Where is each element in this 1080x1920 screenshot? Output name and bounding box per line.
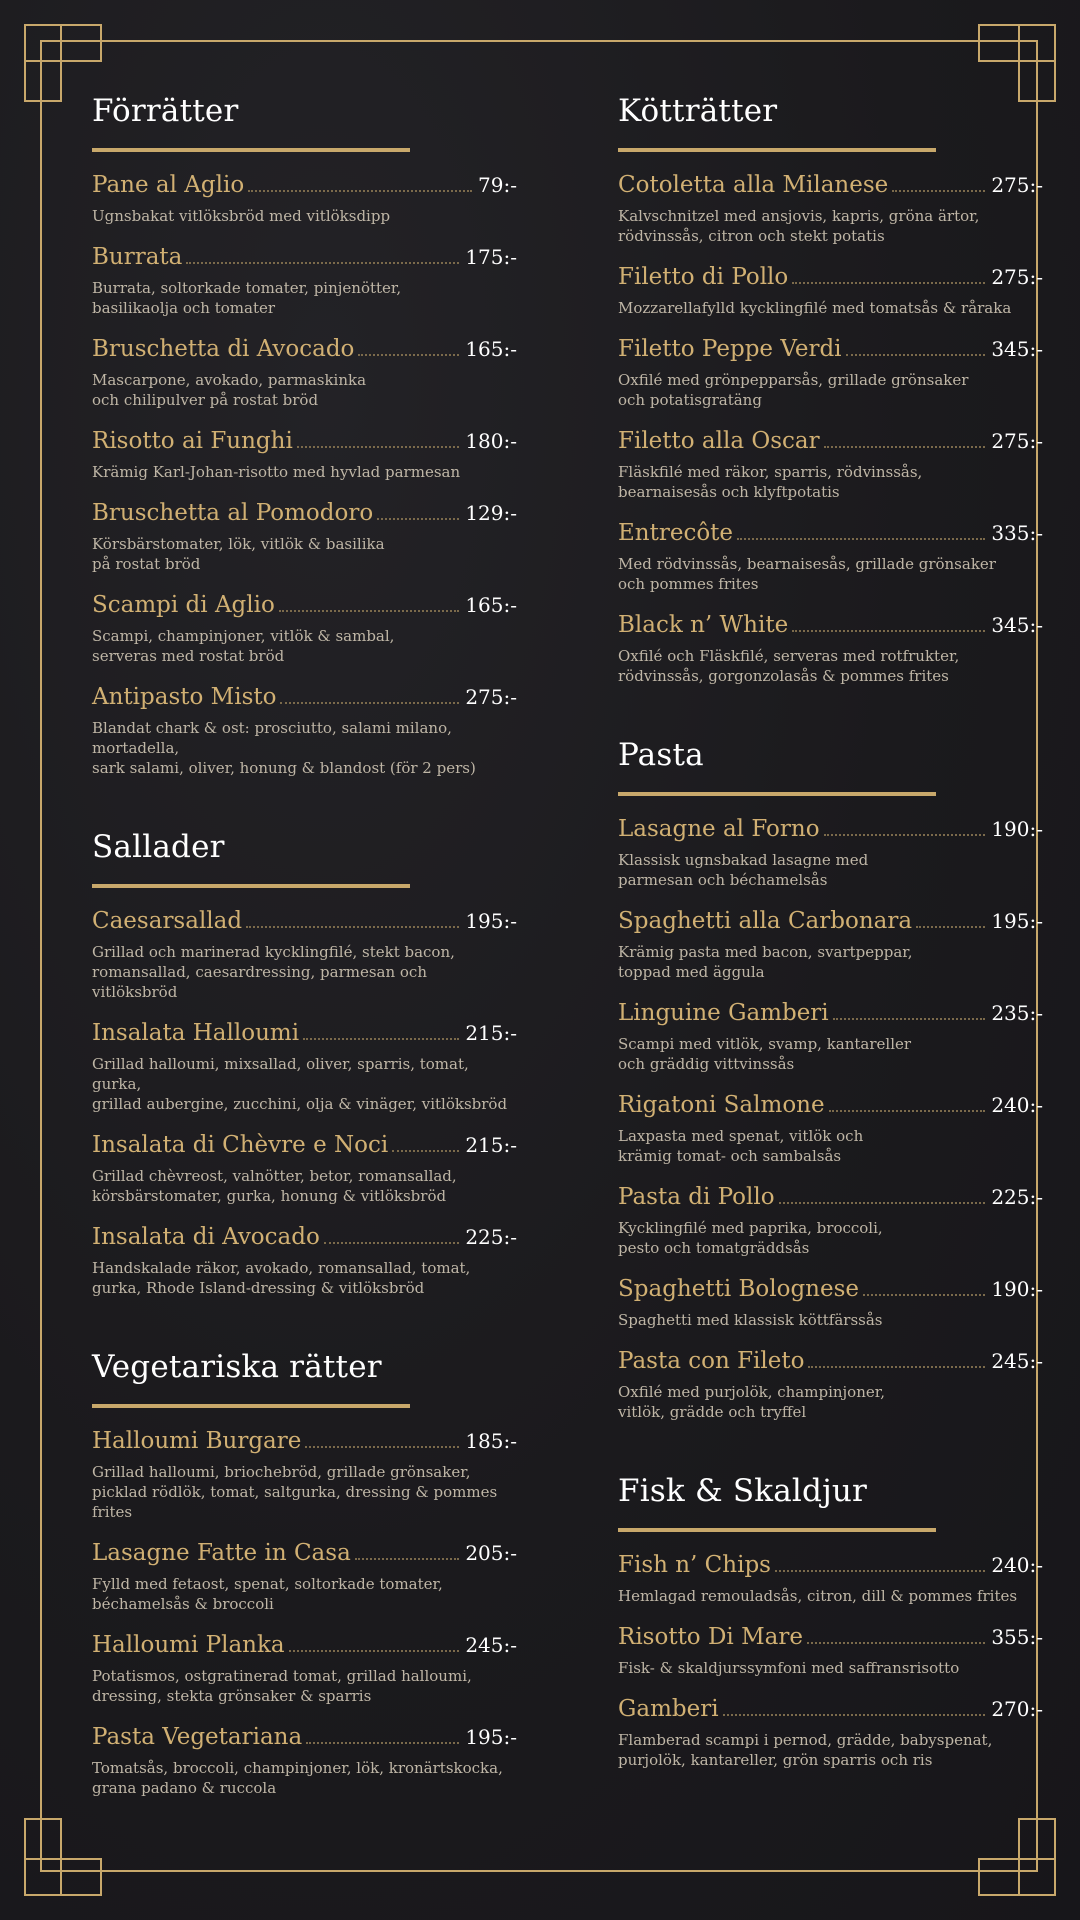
menu-item-price: 129:-	[465, 501, 517, 525]
menu-item-name: Lasagne al Forno	[618, 816, 820, 842]
dotted-leader	[824, 446, 986, 448]
menu-item-name: Spaghetti Bolognese	[618, 1276, 860, 1302]
menu-item-price: 175:-	[465, 245, 517, 269]
menu-item	[92, 425, 517, 482]
menu-item-price: 270:-	[991, 1697, 1043, 1721]
menu-item-name: Pasta Vegetariana	[92, 1724, 303, 1750]
menu-item	[618, 813, 1043, 890]
dotted-leader	[863, 1294, 985, 1296]
section-divider	[92, 148, 410, 152]
menu-item-row	[92, 1425, 517, 1457]
menu-item-description: Fisk- & skaldjurssymfoni med saffransrisotto	[618, 1659, 960, 1677]
menu-item-name: Risotto ai Funghi	[92, 428, 293, 454]
menu-item-name: Lasagne Fatte in Casa	[92, 1540, 351, 1566]
menu-item	[92, 1221, 517, 1298]
menu-item-description: Krämig Karl-Johan-risotto med hyvlad parmesan	[92, 463, 461, 481]
menu-item-name: Caesarsallad	[92, 908, 243, 934]
dotted-leader	[377, 518, 459, 520]
menu-item-price: 225:-	[465, 1225, 517, 1249]
menu-item-row	[618, 1693, 1043, 1725]
dotted-leader	[280, 702, 459, 704]
menu-item-description: Mascarpone, avokado, parmaskinka och chilipulver på rostat bröd	[92, 371, 367, 409]
menu-item-price: 79:-	[478, 173, 517, 197]
menu-item-description: Handskalade räkor, avokado, romansallad, tomat, gurka, Rhode Island-dressing & vitlöksbröd	[92, 1259, 471, 1297]
dotted-leader	[297, 446, 460, 448]
menu-item-price: 345:-	[991, 337, 1043, 361]
section-divider	[92, 884, 410, 888]
menu-item-name: Spaghetti alla Carbonara	[618, 908, 913, 934]
menu-item-row	[618, 1549, 1043, 1581]
menu-item-row	[92, 1221, 517, 1253]
dotted-leader	[279, 610, 459, 612]
menu-item-description: Ugnsbakat vitlöksbröd med vitlöksdipp	[92, 207, 391, 225]
section-divider	[618, 1528, 936, 1532]
menu-item-description: Mozzarellafylld kycklingfilé med tomatsås & råraka	[618, 299, 1012, 317]
menu-item-price: 195:-	[991, 909, 1043, 933]
dotted-leader	[248, 190, 472, 192]
menu-item-row	[92, 333, 517, 365]
menu-item-description: Fläskfilé med räkor, sparris, rödvinssås, bearnaisesås och klyftpotatis	[618, 463, 923, 501]
menu-item	[92, 1721, 517, 1798]
menu-item-name: Burrata	[92, 244, 183, 270]
menu-item-price: 245:-	[465, 1633, 517, 1657]
menu-item	[92, 333, 517, 410]
menu-item-name: Antipasto Misto	[92, 684, 277, 710]
menu-item-description: Tomatsås, broccoli, champinjoner, lök, kronärtskocka, grana padano & ruccola	[92, 1759, 503, 1797]
menu-item-name: Pasta con Fileto	[618, 1348, 805, 1374]
menu-item	[618, 169, 1043, 246]
dotted-leader	[306, 1742, 459, 1744]
dotted-leader	[737, 538, 985, 540]
menu-item-description: Oxfilé med grönpepparsås, grillade grönsaker och potatisgratäng	[618, 371, 969, 409]
menu-item-name: Scampi di Aglio	[92, 592, 275, 618]
dotted-leader	[916, 926, 985, 928]
menu-item-price: 345:-	[991, 613, 1043, 637]
menu-section-pasta	[618, 732, 1043, 1422]
menu-item-description: Fylld med fetaost, spenat, soltorkade tomater, béchamelsås & broccoli	[92, 1575, 443, 1613]
menu-item-name: Black n’ White	[618, 612, 789, 638]
menu-item-name: Halloumi Planka	[92, 1632, 285, 1658]
dotted-leader	[779, 1202, 986, 1204]
menu-item-name: Filetto di Pollo	[618, 264, 789, 290]
dotted-leader	[355, 1558, 460, 1560]
menu-item	[618, 1621, 1043, 1678]
menu-item	[618, 261, 1043, 318]
dotted-leader	[775, 1570, 985, 1572]
menu-item-row	[92, 905, 517, 937]
menu-item	[618, 609, 1043, 686]
dotted-leader	[392, 1150, 459, 1152]
menu-item-description: Kycklingfilé med paprika, broccoli, pesto och tomatgräddsås	[618, 1219, 883, 1257]
menu-item-description: Scampi, champinjoner, vitlök & sambal, serveras med rostat bröd	[92, 627, 395, 665]
menu-item	[92, 1425, 517, 1522]
menu-item-price: 165:-	[465, 593, 517, 617]
menu-item-row	[618, 333, 1043, 365]
menu-item-price: 165:-	[465, 337, 517, 361]
section-divider	[92, 1404, 410, 1408]
menu-item-name: Bruschetta di Avocado	[92, 336, 355, 362]
menu-item-description: Burrata, soltorkade tomater, pinjenötter, basilikaolja och tomater	[92, 279, 402, 317]
menu-item-description: Oxfilé med purjolök, champinjoner, vitlök, grädde och tryffel	[618, 1383, 886, 1421]
menu-item-row	[92, 589, 517, 621]
menu-item	[618, 1549, 1043, 1606]
dotted-leader	[246, 926, 459, 928]
menu-item-name: Gamberi	[618, 1696, 719, 1722]
menu-item-row	[618, 425, 1043, 457]
menu-item	[618, 1181, 1043, 1258]
menu-item-description: Grillad halloumi, briochebröd, grillade grönsaker, picklad rödlök, tomat, saltgurka, dressing & pommes frites	[92, 1463, 498, 1521]
menu-item-row	[92, 241, 517, 273]
menu-item	[92, 1017, 517, 1114]
menu-item-description: Grillad chèvreost, valnötter, betor, romansallad, körsbärstomater, gurka, honung & vitlöksbröd	[92, 1167, 457, 1205]
menu-item	[618, 1345, 1043, 1422]
menu-item-description: Blandat chark & ost: prosciutto, salami milano, mortadella, sark salami, oliver, honung & blandost (för 2 pers)	[92, 719, 476, 777]
menu-item-price: 180:-	[465, 429, 517, 453]
menu-item-price: 185:-	[465, 1429, 517, 1453]
menu-item-name: Pane al Aglio	[92, 172, 245, 198]
menu-item-row	[618, 169, 1043, 201]
menu-item-description: Hemlagad remouladsås, citron, dill & pommes frites	[618, 1587, 1018, 1605]
menu-item-price: 335:-	[991, 521, 1043, 545]
menu-item-row	[92, 1017, 517, 1049]
menu-item-row	[92, 1129, 517, 1161]
dotted-leader	[303, 1038, 459, 1040]
menu-item-description: Grillad halloumi, mixsallad, oliver, sparris, tomat, gurka, grillad aubergine, zucchini, olja & vinäger, vitlöksbröd	[92, 1055, 508, 1113]
menu-item-name: Cotoletta alla Milanese	[618, 172, 889, 198]
dotted-leader	[792, 282, 985, 284]
dotted-leader	[833, 1018, 986, 1020]
menu-item-description: Scampi med vitlök, svamp, kantareller och gräddig vittvinssås	[618, 1035, 912, 1073]
menu-item-name: Filetto Peppe Verdi	[618, 336, 842, 362]
menu-item-price: 240:-	[991, 1093, 1043, 1117]
menu-item	[92, 169, 517, 226]
menu-item-name: Fish n’ Chips	[618, 1552, 771, 1578]
menu-column-right	[618, 88, 1043, 1816]
menu-item-price: 190:-	[991, 1277, 1043, 1301]
menu-item-description: Grillad och marinerad kycklingfilé, stekt bacon, romansallad, caesardressing, parmesan och vitlöksbröd	[92, 943, 455, 1001]
menu-item-name: Halloumi Burgare	[92, 1428, 302, 1454]
menu-item-name: Insalata Halloumi	[92, 1020, 300, 1046]
menu-item	[92, 905, 517, 1002]
dotted-leader	[808, 1366, 985, 1368]
menu-item-row	[92, 1629, 517, 1661]
menu-item-row	[618, 1273, 1043, 1305]
menu-item-name: Rigatoni Salmone	[618, 1092, 825, 1118]
dotted-leader	[723, 1714, 986, 1716]
menu-item-price: 275:-	[465, 685, 517, 709]
menu-item-name: Linguine Gamberi	[618, 1000, 829, 1026]
menu-item-description: Med rödvinssås, bearnaisesås, grillade grönsaker och pommes frites	[618, 555, 996, 593]
menu-item-price: 190:-	[991, 817, 1043, 841]
dotted-leader	[892, 190, 985, 192]
menu-item-description: Krämig pasta med bacon, svartpeppar, toppad med äggula	[618, 943, 913, 981]
menu-item	[92, 497, 517, 574]
dotted-leader	[792, 630, 985, 632]
section-title: Sallader	[92, 829, 225, 865]
dotted-leader	[358, 354, 459, 356]
menu-item-row	[618, 997, 1043, 1029]
menu-item-name: Entrecôte	[618, 520, 734, 546]
menu-item	[618, 1089, 1043, 1166]
menu-item-name: Bruschetta al Pomodoro	[92, 500, 374, 526]
menu-item-price: 215:-	[465, 1133, 517, 1157]
menu-item-row	[618, 1345, 1043, 1377]
menu-item	[618, 997, 1043, 1074]
dotted-leader	[305, 1446, 459, 1448]
menu-item-name: Pasta di Pollo	[618, 1184, 775, 1210]
menu-item	[618, 905, 1043, 982]
menu-item	[92, 1537, 517, 1614]
menu-item	[618, 517, 1043, 594]
menu-item-price: 225:-	[991, 1185, 1043, 1209]
section-title: Fisk & Skaldjur	[618, 1473, 868, 1509]
menu-item-row	[618, 517, 1043, 549]
menu-item-row	[618, 1181, 1043, 1213]
menu-item-row	[92, 497, 517, 529]
menu-item-row	[618, 609, 1043, 641]
menu-item-price: 205:-	[465, 1541, 517, 1565]
dotted-leader	[289, 1650, 460, 1652]
menu-item-price: 275:-	[991, 265, 1043, 289]
menu-item-price: 355:-	[991, 1625, 1043, 1649]
dotted-leader	[829, 1110, 986, 1112]
menu-item-row	[92, 169, 517, 201]
menu-item-row	[92, 425, 517, 457]
menu-item-price: 275:-	[991, 173, 1043, 197]
menu-item-description: Flamberad scampi i pernod, grädde, babyspenat, purjolök, kantareller, grön sparris och ris	[618, 1731, 993, 1769]
dotted-leader	[186, 262, 459, 264]
menu-item-description: Spaghetti med klassisk köttfärssås	[618, 1311, 883, 1329]
menu-item-price: 195:-	[465, 909, 517, 933]
menu-item	[618, 333, 1043, 410]
menu-item-row	[92, 1537, 517, 1569]
menu-item-price: 240:-	[991, 1553, 1043, 1577]
menu-item-row	[618, 905, 1043, 937]
dotted-leader	[846, 354, 986, 356]
section-title: Vegetariska rätter	[92, 1349, 382, 1385]
menu-item-row	[618, 1621, 1043, 1653]
section-title: Kötträtter	[618, 93, 778, 129]
menu-item-row	[618, 261, 1043, 293]
menu-section-kottratter	[618, 88, 1043, 686]
menu-item-description: Klassisk ugnsbakad lasagne med parmesan och béchamelsås	[618, 851, 869, 889]
menu-item-price: 275:-	[991, 429, 1043, 453]
dotted-leader	[824, 834, 986, 836]
section-title: Förrätter	[92, 93, 239, 129]
menu-item	[618, 1693, 1043, 1770]
menu-section-sallader	[92, 824, 517, 1298]
section-title: Pasta	[618, 737, 704, 773]
menu-item-row	[618, 1089, 1043, 1121]
menu-item-name: Filetto alla Oscar	[618, 428, 820, 454]
menu-section-vegetariska-ratter	[92, 1344, 517, 1798]
menu-column-left	[92, 88, 517, 1844]
dotted-leader	[807, 1642, 985, 1644]
menu-item-description: Oxfilé och Fläskfilé, serveras med rotfrukter, rödvinssås, gorgonzolasås & pommes frites	[618, 647, 960, 685]
section-divider	[618, 148, 936, 152]
menu-item-price: 235:-	[991, 1001, 1043, 1025]
menu-item-name: Risotto Di Mare	[618, 1624, 803, 1650]
menu-item	[92, 681, 517, 778]
menu-item	[92, 1629, 517, 1706]
dotted-leader	[324, 1242, 460, 1244]
menu-item	[92, 1129, 517, 1206]
menu-item-description: Laxpasta med spenat, vitlök och krämig tomat- och sambalsås	[618, 1127, 864, 1165]
menu-item-price: 215:-	[465, 1021, 517, 1045]
menu-item-price: 195:-	[465, 1725, 517, 1749]
menu-section-fisk-skaldjur	[618, 1468, 1043, 1770]
menu-item-name: Insalata di Avocado	[92, 1224, 320, 1250]
menu-item	[92, 589, 517, 666]
menu-item-name: Insalata di Chèvre e Noci	[92, 1132, 389, 1158]
section-divider	[618, 792, 936, 796]
menu-item-row	[92, 681, 517, 713]
menu-section-forratter	[92, 88, 517, 778]
menu-item-row	[618, 813, 1043, 845]
menu-item	[618, 425, 1043, 502]
menu-item-row	[92, 1721, 517, 1753]
menu-item-description: Potatismos, ostgratinerad tomat, grillad halloumi, dressing, stekta grönsaker & sparris	[92, 1667, 472, 1705]
menu-item-description: Kalvschnitzel med ansjovis, kapris, gröna ärtor, rödvinssås, citron och stekt potatis	[618, 207, 980, 245]
menu-item	[92, 241, 517, 318]
menu-item	[618, 1273, 1043, 1330]
menu-item-description: Körsbärstomater, lök, vitlök & basilika på rostat bröd	[92, 535, 385, 573]
menu-item-price: 245:-	[991, 1349, 1043, 1373]
